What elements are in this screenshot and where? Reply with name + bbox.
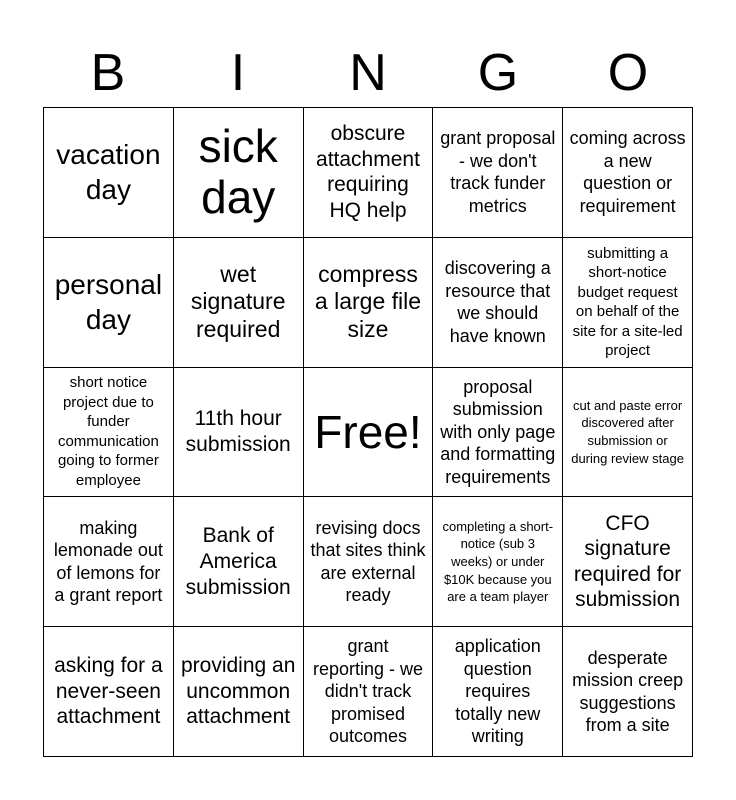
bingo-cell-r4c3[interactable] xyxy=(304,497,434,627)
cell-text: discovering a resource that we should have known xyxy=(444,258,551,346)
cell-text: completing a short-notice (sub 3 weeks) or under $10K because you are a team player xyxy=(442,518,554,605)
cell-text: short notice project due to funder communication going to former employee xyxy=(57,374,159,489)
bingo-cell-r5c2[interactable] xyxy=(174,627,304,757)
cell-text: application question requires totally new writing xyxy=(454,636,541,747)
cell-text: asking for a never-seen attachment xyxy=(54,654,163,729)
bingo-cell-r3c2[interactable] xyxy=(174,368,304,498)
bingo-cell-r5c4[interactable] xyxy=(433,627,563,757)
cell-text: personal day xyxy=(54,269,163,336)
cell-text: cut and paste error discovered after submission or during review stage xyxy=(571,397,684,466)
bingo-cell-r4c4[interactable] xyxy=(433,497,563,627)
cell-text: compress a large file size xyxy=(314,260,422,342)
bingo-cell-r2c2[interactable] xyxy=(174,238,304,368)
bingo-cell-r5c1[interactable] xyxy=(44,627,174,757)
cell-text: making lemonade out of lemons for a grant report xyxy=(53,517,163,606)
cell-text: wet signature required xyxy=(190,260,286,342)
bingo-cell-r5c3[interactable] xyxy=(304,627,434,757)
bingo-cell-r2c3[interactable] xyxy=(304,238,434,368)
bingo-cell-r1c3[interactable] xyxy=(304,108,434,238)
bingo-cell-r4c1[interactable] xyxy=(44,497,174,627)
cell-text: desperate mission creep suggestions from a site xyxy=(572,647,684,736)
header-letter-g: G xyxy=(477,44,519,102)
cell-text: 11th hour submission xyxy=(185,407,291,456)
header-letter-i: I xyxy=(230,44,246,102)
cell-text: CFO signature required for submission xyxy=(573,511,682,612)
bingo-cell-r2c1[interactable] xyxy=(44,238,174,368)
bingo-cell-r1c1[interactable] xyxy=(44,108,174,238)
cell-text: Bank of America submission xyxy=(185,524,291,599)
cell-text: grant reporting - we didn't track promised outcomes xyxy=(312,636,424,747)
bingo-header xyxy=(43,40,693,106)
bingo-cell-r5c5[interactable] xyxy=(563,627,693,757)
cell-text: coming across a new question or requirement xyxy=(569,128,686,216)
bingo-card-grid xyxy=(43,107,693,757)
cell-text: vacation day xyxy=(56,139,161,206)
bingo-cell-r3c5[interactable] xyxy=(563,368,693,498)
cell-text: revising docs that sites think are external ready xyxy=(310,517,426,606)
bingo-cell-r3c1[interactable] xyxy=(44,368,174,498)
header-letter-n: N xyxy=(349,44,387,102)
cell-text: submitting a short-notice budget request on behalf of the site for a site-led project xyxy=(572,244,683,360)
bingo-cell-r1c2[interactable] xyxy=(174,108,304,238)
bingo-cell-r2c5[interactable] xyxy=(563,238,693,368)
bingo-cell-r1c4[interactable] xyxy=(433,108,563,238)
bingo-cell-r4c2[interactable] xyxy=(174,497,304,627)
cell-text: sick day xyxy=(198,119,278,224)
cell-text: proposal submission with only page and formatting requirements xyxy=(440,376,556,487)
bingo-cell-r4c5[interactable] xyxy=(563,497,693,627)
header-letter-b: B xyxy=(90,44,126,102)
cell-text: grant proposal - we don't track funder metrics xyxy=(440,128,556,216)
bingo-cell-r1c5[interactable] xyxy=(563,108,693,238)
bingo-cell-free[interactable] xyxy=(304,368,434,498)
free-space-text: Free! xyxy=(314,405,422,458)
cell-text: providing an uncommon attachment xyxy=(180,654,296,729)
bingo-cell-r2c4[interactable] xyxy=(433,238,563,368)
header-letter-o: O xyxy=(607,44,649,102)
bingo-cell-r3c4[interactable] xyxy=(433,368,563,498)
cell-text: obscure attachment requiring HQ help xyxy=(316,122,420,222)
